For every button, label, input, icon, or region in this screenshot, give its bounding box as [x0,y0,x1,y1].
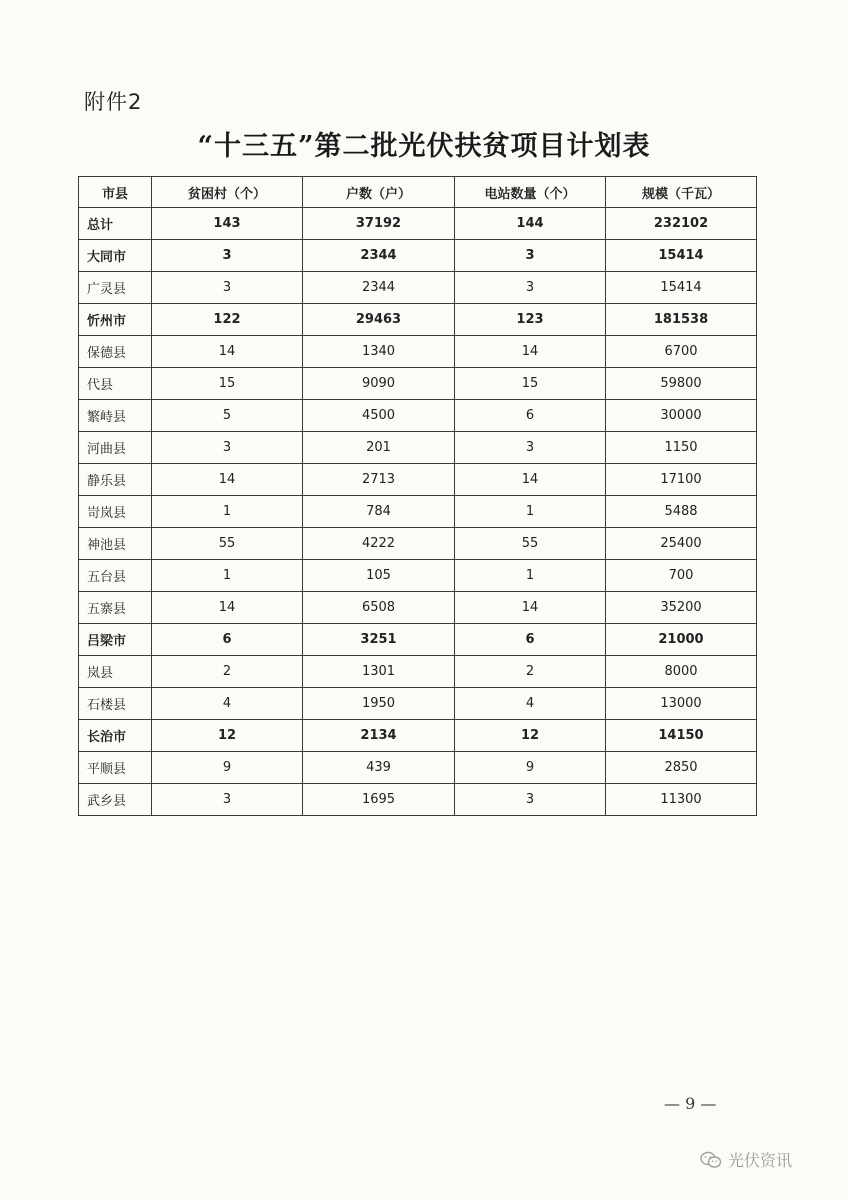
row-name-cell: 繁峙县 [79,400,152,432]
villages-cell: 143 [152,208,303,240]
table-row [79,208,757,240]
villages-cell: 12 [152,720,303,752]
villages-cell: 14 [152,592,303,624]
row-name-cell: 岚县 [79,656,152,688]
row-name-cell: 五台县 [79,560,152,592]
table-row [79,400,757,432]
households-cell: 1950 [303,688,455,720]
header-cell-households: 户数（户） [303,177,455,208]
villages-cell: 14 [152,464,303,496]
stations-cell: 3 [455,272,606,304]
header-cell-county: 市县 [79,177,152,208]
row-name-cell: 广灵县 [79,272,152,304]
villages-cell: 2 [152,656,303,688]
villages-cell: 15 [152,368,303,400]
page-number: — 9 — [664,1094,717,1113]
document-title: “十三五”第二批光伏扶贫项目计划表 [197,131,651,162]
villages-cell: 3 [152,272,303,304]
table-row [79,432,757,464]
table-row [79,368,757,400]
stations-cell: 2 [455,656,606,688]
stations-cell: 3 [455,432,606,464]
villages-cell: 4 [152,688,303,720]
stations-cell: 15 [455,368,606,400]
table-row [79,336,757,368]
table-row [79,624,757,656]
row-name-cell: 河曲县 [79,432,152,464]
table-row [79,592,757,624]
stations-cell: 144 [455,208,606,240]
row-name-cell: 神池县 [79,528,152,560]
row-name-cell: 长治市 [79,720,152,752]
households-cell: 37192 [303,208,455,240]
households-cell: 9090 [303,368,455,400]
project-plan-table [78,176,757,816]
households-cell: 4222 [303,528,455,560]
watermark [700,1148,792,1171]
stations-cell: 14 [455,464,606,496]
households-cell: 2344 [303,272,455,304]
stations-cell: 1 [455,496,606,528]
header-cell-capacity: 规模（千瓦） [606,177,757,208]
households-cell: 2344 [303,240,455,272]
row-name-cell: 静乐县 [79,464,152,496]
table-row [79,784,757,816]
households-cell: 3251 [303,624,455,656]
header-cell-stations: 电站数量（个） [455,177,606,208]
capacity-cell: 15414 [606,272,757,304]
stations-cell: 9 [455,752,606,784]
stations-cell: 14 [455,592,606,624]
row-name-cell: 石楼县 [79,688,152,720]
villages-cell: 9 [152,752,303,784]
row-name-cell: 岢岚县 [79,496,152,528]
households-cell: 2134 [303,720,455,752]
households-cell: 439 [303,752,455,784]
villages-cell: 14 [152,336,303,368]
households-cell: 4500 [303,400,455,432]
capacity-cell: 30000 [606,400,757,432]
stations-cell: 14 [455,336,606,368]
villages-cell: 3 [152,784,303,816]
stations-cell: 4 [455,688,606,720]
table-row [79,272,757,304]
capacity-cell: 8000 [606,656,757,688]
table-row [79,752,757,784]
villages-cell: 1 [152,560,303,592]
row-name-cell: 平顺县 [79,752,152,784]
wechat-icon [700,1151,722,1169]
attachment-label: 附件2 [84,90,143,114]
households-cell: 105 [303,560,455,592]
capacity-cell: 17100 [606,464,757,496]
row-name-cell: 代县 [79,368,152,400]
stations-cell: 55 [455,528,606,560]
stations-cell: 3 [455,240,606,272]
table-row [79,720,757,752]
table-row [79,464,757,496]
households-cell: 1301 [303,656,455,688]
stations-cell: 1 [455,560,606,592]
stations-cell: 123 [455,304,606,336]
row-name-cell: 武乡县 [79,784,152,816]
households-cell: 29463 [303,304,455,336]
villages-cell: 122 [152,304,303,336]
capacity-cell: 14150 [606,720,757,752]
households-cell: 784 [303,496,455,528]
households-cell: 1695 [303,784,455,816]
table-row [79,240,757,272]
capacity-cell: 2850 [606,752,757,784]
households-cell: 2713 [303,464,455,496]
capacity-cell: 11300 [606,784,757,816]
header-cell-villages: 贫困村（个） [152,177,303,208]
row-name-cell: 吕梁市 [79,624,152,656]
row-name-cell: 忻州市 [79,304,152,336]
stations-cell: 6 [455,400,606,432]
table-row [79,560,757,592]
stations-cell: 12 [455,720,606,752]
capacity-cell: 59800 [606,368,757,400]
capacity-cell: 700 [606,560,757,592]
households-cell: 6508 [303,592,455,624]
table-row [79,688,757,720]
capacity-cell: 25400 [606,528,757,560]
capacity-cell: 21000 [606,624,757,656]
table-body [79,208,757,816]
capacity-cell: 1150 [606,432,757,464]
watermark-text: 光伏资讯 [728,1151,793,1170]
capacity-cell: 5488 [606,496,757,528]
table-row [79,304,757,336]
table-row [79,496,757,528]
villages-cell: 3 [152,240,303,272]
table-row [79,656,757,688]
row-name-cell: 保德县 [79,336,152,368]
households-cell: 201 [303,432,455,464]
row-name-cell: 五寨县 [79,592,152,624]
villages-cell: 55 [152,528,303,560]
capacity-cell: 6700 [606,336,757,368]
stations-cell: 6 [455,624,606,656]
capacity-cell: 181538 [606,304,757,336]
households-cell: 1340 [303,336,455,368]
table-header-row [79,177,757,208]
row-name-cell: 总计 [79,208,152,240]
villages-cell: 1 [152,496,303,528]
table-row [79,528,757,560]
stations-cell: 3 [455,784,606,816]
row-name-cell: 大同市 [79,240,152,272]
capacity-cell: 13000 [606,688,757,720]
villages-cell: 5 [152,400,303,432]
villages-cell: 3 [152,432,303,464]
capacity-cell: 15414 [606,240,757,272]
villages-cell: 6 [152,624,303,656]
capacity-cell: 232102 [606,208,757,240]
capacity-cell: 35200 [606,592,757,624]
